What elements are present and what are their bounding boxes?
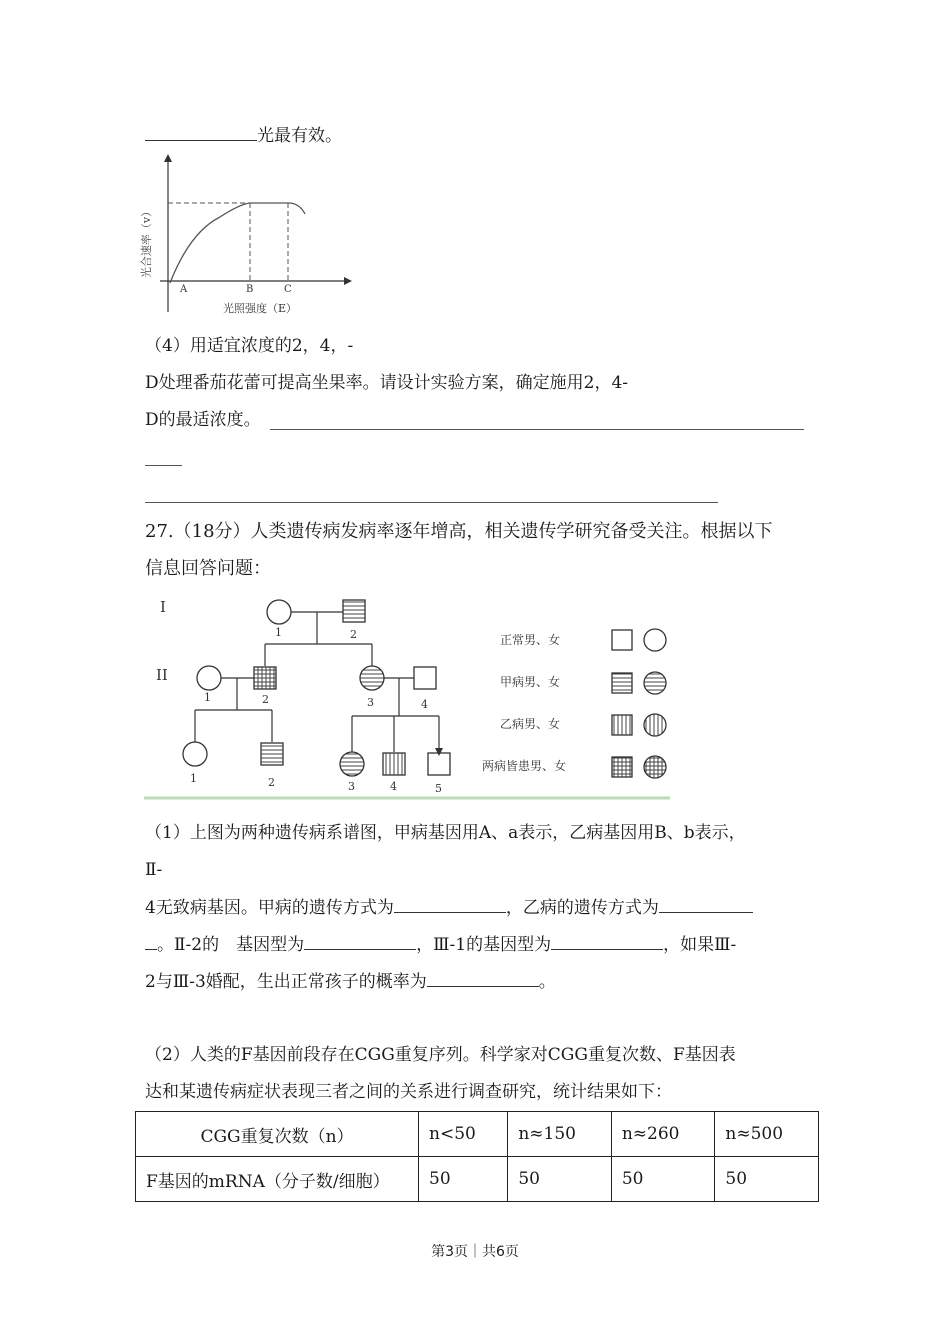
gen1-female-1 — [267, 600, 291, 624]
gen3-male-2 — [261, 743, 283, 765]
gen1-id-2: 2 — [350, 628, 357, 641]
q26-4-line1: （4）用适宜浓度的2，4，- — [145, 336, 354, 356]
q26-4-line3 — [145, 409, 261, 431]
gen3-male-5 — [428, 753, 450, 775]
photosynthesis-graph — [140, 152, 360, 320]
gen1-male-2 — [343, 600, 365, 622]
q27-2-line2: 达和某遗传病症状表现三者之间的关系进行调查研究，统计结果如下： — [145, 1082, 672, 1102]
q27-line2: 信息回答问题： — [145, 558, 271, 579]
answer-blank[interactable] — [659, 896, 753, 913]
q27-line1: 27.（18分）人类遗传病发病率逐年增高，相关遗传学研究备受关注。根据以下 — [145, 521, 773, 542]
gen-label-1: I — [160, 598, 166, 616]
q27-1-line3 — [145, 896, 753, 919]
gen2-id-4: 4 — [421, 698, 428, 711]
pedigree-chart — [140, 588, 680, 803]
table-row — [136, 1112, 819, 1157]
gen3-id-3: 3 — [348, 780, 355, 793]
legend-yi-male — [612, 715, 632, 735]
table-cell: CGG重复次数（n） — [136, 1112, 419, 1157]
legend-yi-female — [644, 714, 666, 736]
legend-label-yi: 乙病男、女 — [500, 717, 561, 731]
q27-2-line1: （2）人类的F基因前段存在CGG重复序列。科学家对CGG重复次数、F基因表 — [145, 1045, 736, 1065]
point-c-label: C — [284, 284, 292, 295]
gen2-id-2: 2 — [262, 693, 269, 706]
cgg-data-table — [135, 1111, 819, 1202]
answer-blank[interactable] — [145, 124, 257, 141]
gen2-male-2 — [254, 667, 276, 689]
answer-blank-line-3[interactable] — [145, 502, 718, 503]
q26-answer-line — [145, 124, 342, 147]
table-cell: n≈260 — [611, 1112, 715, 1157]
table-cell: n<50 — [419, 1112, 508, 1157]
gen2-id-1: 1 — [204, 691, 211, 704]
page-footer: 第3页｜共6页 — [431, 1244, 519, 1260]
table-cell: n≈150 — [508, 1112, 612, 1157]
gen2-male-4 — [414, 667, 436, 689]
answer-blank[interactable] — [551, 933, 663, 950]
table-cell: 50 — [508, 1157, 612, 1202]
q27-1-line4-part1: 。Ⅱ-2的 基因型为 — [157, 935, 305, 955]
answer-blank[interactable] — [145, 933, 157, 950]
x-axis-label: 光照强度（E） — [222, 302, 298, 315]
gen3-female-1 — [183, 742, 207, 766]
table-cell: 50 — [419, 1157, 508, 1202]
q27-1-line5 — [145, 970, 556, 993]
y-axis-arrow — [164, 154, 172, 162]
legend-normal-female — [644, 629, 666, 651]
q27-1-line5-part2: 。 — [538, 972, 556, 992]
table-cell: F基因的mRNA（分子数/细胞） — [136, 1157, 419, 1202]
table-cell: 50 — [715, 1157, 819, 1202]
q26-4-line2: D处理番茄花蕾可提高坐果率。请设计实验方案，确定施用2，4- — [145, 373, 629, 393]
point-a-label: A — [180, 284, 188, 295]
gen3-id-4: 4 — [390, 780, 397, 793]
legend-both-female — [644, 756, 666, 778]
q27-1-line3-part2: ，乙病的遗传方式为 — [505, 898, 659, 918]
legend-normal-male — [612, 630, 632, 650]
answer-blank[interactable] — [427, 970, 539, 987]
gen3-id-2: 2 — [268, 776, 275, 789]
answer-blank[interactable] — [394, 896, 506, 913]
gen3-female-3 — [340, 752, 364, 776]
table-cell: n≈500 — [715, 1112, 819, 1157]
legend-label-normal: 正常男、女 — [500, 633, 561, 647]
legend-both-male — [612, 757, 632, 777]
legend-label-both: 两病皆患男、女 — [482, 759, 567, 773]
legend-jia-female — [644, 672, 666, 694]
answer-blank-line-1[interactable] — [270, 429, 804, 430]
answer-blank[interactable] — [304, 933, 416, 950]
q27-1-line4-part3: ，如果Ⅲ- — [663, 935, 737, 955]
gen1-id-1: 1 — [275, 626, 282, 639]
gen3-id-5: 5 — [435, 782, 442, 795]
table-row — [136, 1157, 819, 1202]
gen3-male-4 — [383, 753, 405, 775]
x-axis-arrow — [344, 277, 352, 285]
q26-tail-text: 光最有效。 — [257, 126, 342, 146]
legend-label-jia: 甲病男、女 — [500, 675, 561, 689]
legend-jia-male — [612, 673, 632, 693]
q27-1-line3-part1: 4无致病基因。甲病的遗传方式为 — [145, 898, 394, 918]
q27-1-line4-part2: ，Ⅲ-1的基因型为 — [416, 935, 552, 955]
q27-1-line1: （1）上图为两种遗传病系谱图，甲病基因用A、a表示，乙病基因用B、b表示， — [145, 823, 746, 843]
gen-label-2: II — [156, 666, 168, 684]
answer-blank-line-2[interactable] — [145, 465, 182, 466]
q27-1-line5-part1: 2与Ⅲ-3婚配，生出正常孩子的概率为 — [145, 972, 427, 992]
q27-1-line2: Ⅱ- — [145, 860, 163, 880]
gen2-female-1 — [197, 666, 221, 690]
gen2-female-3 — [360, 666, 384, 690]
table-cell: 50 — [611, 1157, 715, 1202]
q27-1-line4 — [145, 933, 736, 956]
rate-curve — [170, 203, 305, 283]
point-b-label: B — [246, 284, 254, 295]
gen3-id-1: 1 — [190, 772, 197, 785]
q26-4-line3-text: D的最适浓度。 — [145, 410, 261, 430]
gen2-id-3: 3 — [367, 696, 374, 709]
y-axis-label: 光合速率（v） — [140, 205, 153, 279]
